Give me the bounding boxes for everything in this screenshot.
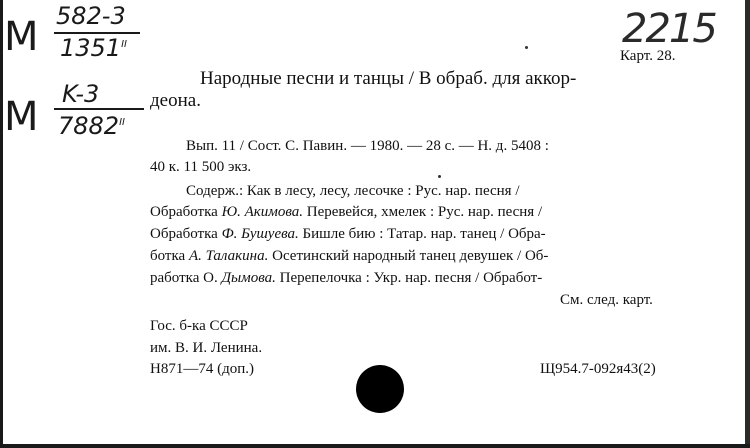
library-line-1: Гос. б-ка СССР: [150, 318, 248, 334]
card-bottom-edge: [0, 444, 750, 448]
handwritten-shelf-bottom-2: $7882^{II}$: [58, 112, 125, 140]
card-right-edge: [745, 0, 750, 448]
title-line-1: Народные песни и танцы / В обраб. для аккор-: [200, 68, 577, 89]
handwritten-corner-number: 2215: [622, 6, 716, 52]
continued-note: См. след. карт.: [560, 292, 653, 308]
speck: [525, 46, 528, 49]
handwritten-sup-2: II: [119, 117, 125, 128]
handwritten-m-2: M: [4, 94, 37, 140]
handwritten-fraction-line-2: [54, 108, 144, 110]
contents-line: работка О. Дымова. Перепелочка : Укр. нар. песня / Обработ-: [150, 270, 543, 286]
publication-line-2: 40 к. 11 500 экз.: [150, 159, 252, 175]
order-number: Н871—74 (доп.): [150, 361, 254, 377]
card-number: Карт. 28.: [620, 48, 676, 64]
card-punch-hole: [356, 365, 404, 413]
title-line-2: деона.: [150, 90, 201, 111]
contents-line: ботка А. Талакина. Осетинский народный танец девушек / Об-: [150, 248, 549, 264]
contents-line: Содерж.: Как в лесу, лесу, лесочке : Рус. нар. песня /: [186, 183, 520, 199]
speck: [438, 175, 441, 178]
handwritten-sup-1: II: [121, 39, 127, 50]
classification-code: Щ954.7-092я43(2): [540, 361, 656, 377]
handwritten-m-1: M: [4, 14, 37, 60]
publication-line-1: Вып. 11 / Сост. С. Павин. — 1980. — 28 с. — Н. д. 5408 :: [186, 138, 549, 154]
library-line-2: им. В. И. Ленина.: [150, 340, 263, 356]
contents-line: Обработка Ю. Акимова. Перевейся, хмелек : Рус. нар. песня /: [150, 204, 543, 220]
handwritten-shelf-bottom-1: $1351^{II}$: [60, 34, 127, 62]
handwritten-shelf-top-1: 582-3: [56, 2, 126, 30]
card-left-edge: [0, 0, 3, 448]
contents-line: Обработка Ф. Бушуева. Бишле бию : Татар. нар. танец / Обра-: [150, 226, 546, 242]
handwritten-shelf-top-2: K-3: [62, 80, 100, 108]
